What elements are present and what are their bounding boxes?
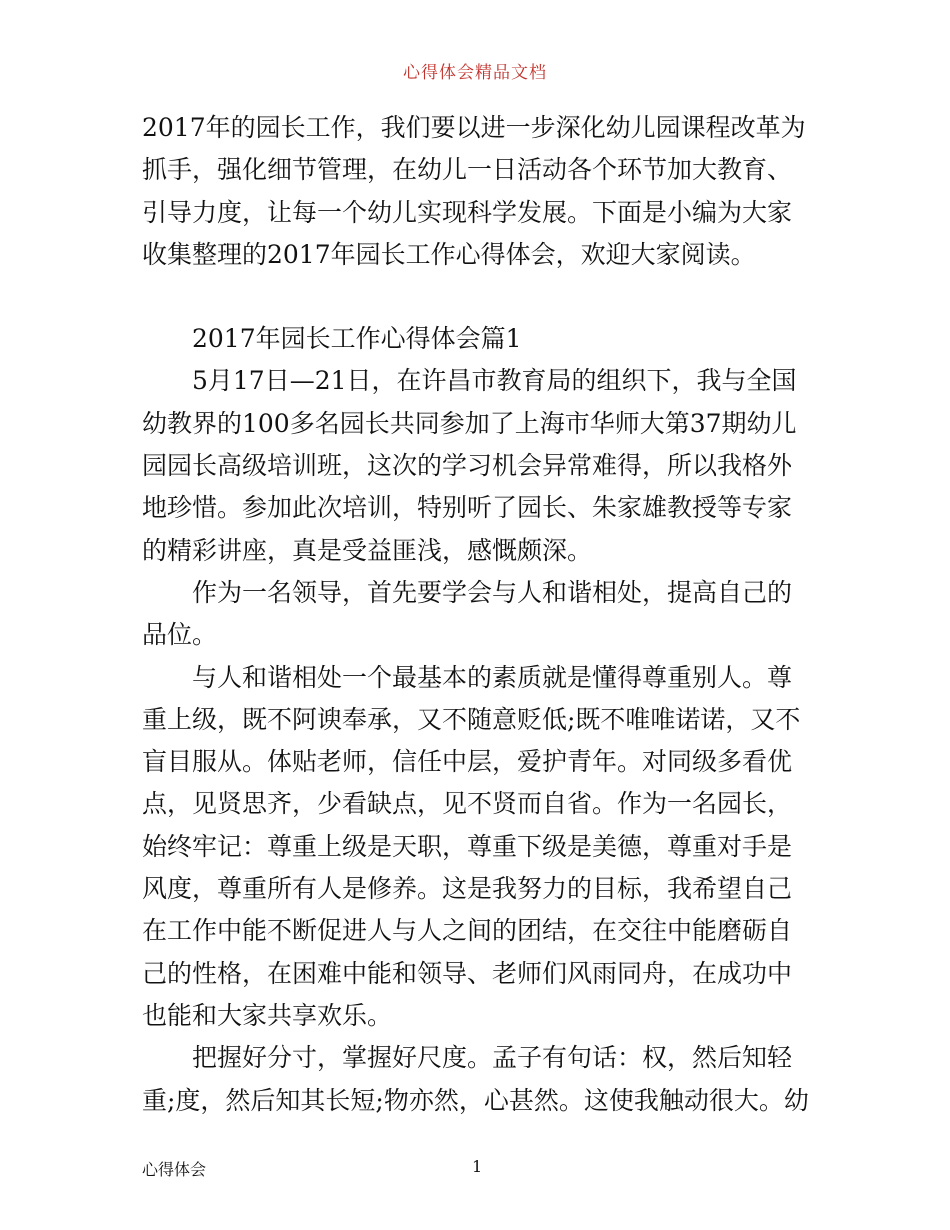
- document-body: [142, 107, 812, 1122]
- page-number: 1: [472, 1157, 483, 1176]
- section-heading: 2017年园长工作心得体会篇1: [192, 324, 522, 354]
- document-header: 心得体会精品文档: [403, 63, 547, 83]
- body-paragraph: 作为一名领导，首先要学会与人和谐相处，提高自己的品位。: [142, 577, 793, 650]
- footer-label: 心得体会: [142, 1160, 207, 1179]
- body-paragraph: 把握好分寸，掌握好尺度。孟子有句话：权，然后知轻重;度，然后知其长短;物亦然，心甚然。这使我触动很大。幼: [142, 1043, 809, 1115]
- body-paragraph: 5月17日—21日，在许昌市教育局的组织下，我与全国幼教界的100多名园长共同参加了上海市华师大第37期幼儿园园长高级培训班，这次的学习机会异常难得，所以我格外地珍惜。参加此次培训，特别听了园长、朱家雄教授等专家的精彩讲座，真是受益匪浅，感慨颇深。: [142, 366, 797, 565]
- intro-paragraph: 2017年的园长工作，我们要以进一步深化幼儿园课程改革为抓手，强化细节管理，在幼儿一日活动各个环节加大教育、引导力度，让每一个幼儿实现科学发展。下面是小编为大家收集整理的2017年园长工作心得体会，欢迎大家阅读。: [142, 113, 806, 269]
- body-paragraph: 与人和谐相处一个最基本的素质就是懂得尊重别人。尊重上级，既不阿谀奉承，又不随意贬低;既不唯唯诺诺，又不盲目服从。体贴老师，信任中层，爱护青年。对同级多看优点，见贤思齐，少看缺点，见不贤而自省。作为一名园长，始终牢记：尊重上级是天职，尊重下级是美德，尊重对手是风度，尊重所有人是修养。这是我努力的目标，我希望自己在工作中能不断促进人与人之间的团结，在交往中能磨砺自己的性格，在困难中能和领导、老师们风雨同舟，在成功中也能和大家共享欢乐。: [142, 662, 801, 1030]
